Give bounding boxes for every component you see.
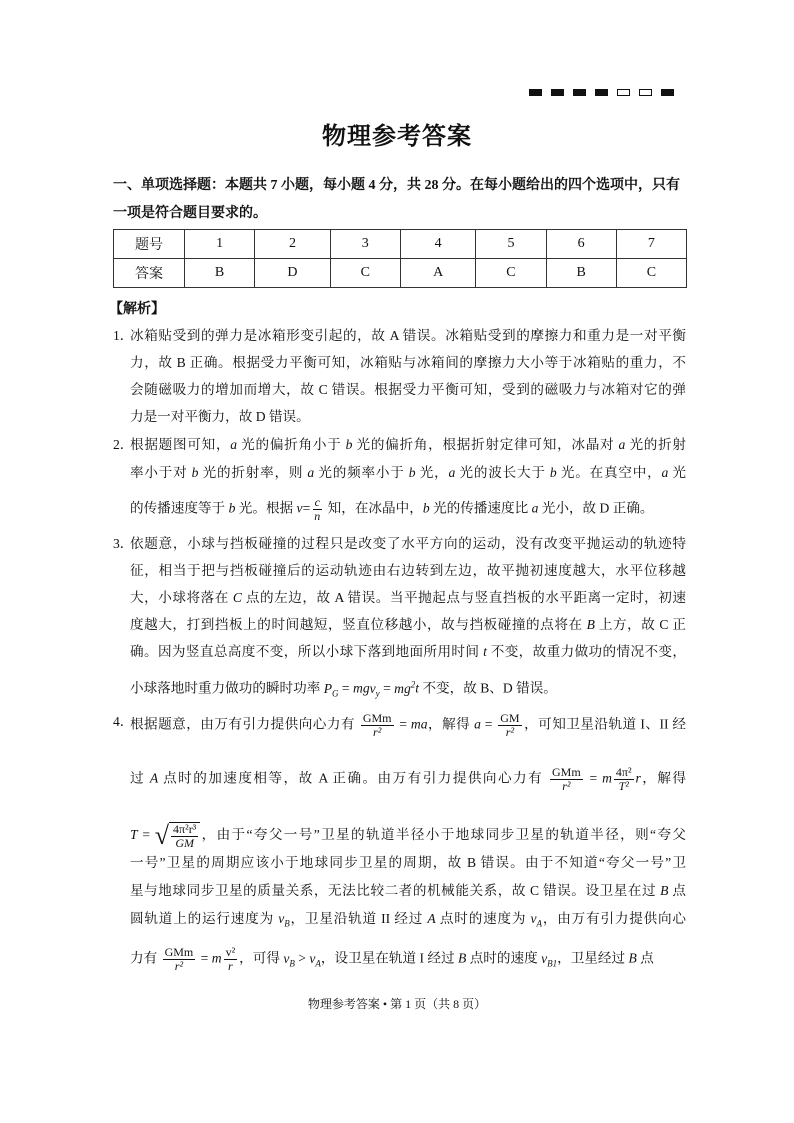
header-mark	[573, 89, 586, 96]
text: 点时的速度为	[435, 911, 531, 926]
denominator: n	[314, 509, 321, 523]
text: ，卫星经过	[557, 950, 629, 966]
header-mark	[661, 89, 674, 96]
numerator: GMm	[164, 945, 194, 959]
numerator: v²	[225, 945, 236, 959]
analysis-line	[130, 534, 686, 554]
answer-cell: C	[616, 259, 686, 288]
math-symbol: ma	[410, 716, 428, 732]
analysis-line	[130, 853, 686, 873]
math-symbol: b	[422, 500, 430, 516]
header-mark	[529, 89, 542, 96]
math-symbol: b	[408, 465, 416, 480]
header-marks	[529, 89, 674, 96]
denominator: r²	[174, 959, 184, 973]
denominator: GM	[175, 836, 194, 850]
math-symbol: B	[660, 883, 669, 898]
question-cell: 6	[546, 230, 616, 259]
numerator: GMm	[552, 765, 581, 779]
math-symbol: $v_B$	[283, 950, 295, 969]
math-symbol: b	[191, 465, 199, 480]
analysis-line	[130, 380, 686, 400]
math-symbol: v	[296, 500, 303, 516]
fraction	[498, 712, 521, 739]
text: 光	[668, 465, 687, 480]
math-symbol: b	[345, 437, 353, 452]
text: 上方，故 C 正	[594, 617, 686, 632]
text: 一号”卫星的周期应该小于地球同步卫星的周期，故 B 错误。由于不知道“夸父一号”卫	[130, 855, 686, 870]
text: 不变，故 B、D 错误。	[419, 680, 557, 696]
text: ，可得	[239, 950, 284, 966]
denominator: T²	[618, 779, 629, 793]
math-symbol: $mg^2$	[394, 679, 416, 696]
math-symbol: r	[635, 770, 641, 786]
math-symbol: b	[228, 500, 236, 516]
text: =	[480, 716, 497, 732]
analysis-line	[130, 496, 686, 523]
numerator: 4π²	[615, 765, 632, 779]
text: 力有	[130, 950, 161, 966]
text: ，解得	[427, 716, 475, 732]
analysis-line	[130, 588, 686, 608]
analysis-line	[130, 766, 686, 793]
denominator: r²	[562, 779, 571, 793]
question-cell: 2	[255, 230, 331, 259]
text: =	[338, 680, 353, 696]
analysis-line	[130, 946, 686, 973]
math-symbol: C	[232, 590, 242, 605]
math-symbol: t	[415, 680, 420, 696]
text: 星与地球同步卫星的质量关系，无法比较二者的机械能关系，故 C 错误。设卫星在过	[130, 883, 661, 898]
math-symbol: a	[531, 500, 539, 516]
text: 光的波长大于	[455, 465, 550, 480]
analysis-line	[130, 642, 686, 662]
text: ，设卫星在轨道 I 经过	[320, 950, 458, 966]
page-title: 物理参考答案	[322, 124, 472, 150]
answer-cell: B	[546, 259, 616, 288]
math-symbol: A	[149, 770, 159, 786]
analysis-line	[130, 463, 686, 483]
text: 光的传播速度比	[429, 500, 532, 516]
text: 根据题意，由万有引力提供向心力有	[130, 716, 359, 732]
text: 力是一对平衡力，故 D 错误。	[130, 409, 310, 424]
text: ，由于“夸父一号”卫星的轨道半径小于地球同步卫星的轨道半径，则“夸父	[200, 827, 686, 843]
analysis-line	[130, 407, 686, 427]
math-symbol: mg	[353, 680, 370, 696]
math-symbol: T	[130, 827, 138, 843]
math-symbol: $v_{B1}$	[541, 950, 558, 969]
text: 度越大，打到挡板上的时间越短，竖直位移越小，故与挡板碰撞的点将在	[130, 617, 587, 632]
analysis-line	[130, 561, 686, 581]
analysis-line	[130, 712, 686, 739]
answer-table	[113, 229, 687, 288]
text: 光的折射率，则	[198, 465, 308, 480]
denominator: r	[228, 959, 233, 973]
analysis-line	[130, 881, 686, 901]
text: 率小于对	[130, 465, 192, 480]
analysis-line	[130, 822, 686, 850]
header-mark	[551, 89, 564, 96]
text: 会随磁吸力的增加而增大，故 C 错误。根据受力平衡可知，受到的磁吸力与冰箱对它的弹	[130, 382, 686, 397]
text: =	[137, 827, 155, 843]
table-row-answers	[114, 259, 687, 288]
denominator: r²	[373, 725, 382, 739]
math-symbol: a	[661, 465, 669, 480]
text: 光小，故 D 正确。	[538, 500, 654, 516]
math-symbol: a	[474, 716, 481, 732]
math-symbol: B	[586, 617, 595, 632]
math-symbol: b	[549, 465, 557, 480]
table-header-answer: 答案	[114, 259, 185, 288]
math-symbol: A	[427, 911, 436, 926]
text: 光的偏折角，根据折射定律可知，冰晶对	[352, 437, 619, 452]
fraction	[361, 712, 394, 739]
text: 光。在真空中，	[556, 465, 662, 480]
item-number: 1．	[113, 328, 134, 343]
text: 点	[636, 950, 654, 966]
page-footer: 物理参考答案 • 第 1 页（共 8 页）	[307, 997, 487, 1011]
math-symbol: m	[211, 950, 222, 966]
text: 点时的加速度相等，故 A 正确。由万有引力提供向心力有	[158, 770, 548, 786]
text: ，可知卫星沿轨道 I、II 经	[523, 716, 686, 732]
fraction	[224, 946, 238, 973]
radical-sign: √	[154, 821, 170, 850]
text: 依题意，小球与挡板碰撞的过程只是改变了水平方向的运动，没有改变平抛运动的轨迹特	[130, 536, 686, 551]
math-symbol: $v_A$	[309, 950, 321, 969]
header-mark	[595, 89, 608, 96]
text: 知，在冰晶中，	[324, 500, 423, 516]
text: 冰箱贴受到的弹力是冰箱形变引起的，故 A 错误。冰箱贴受到的摩擦力和重力是一对平衡	[130, 328, 686, 343]
math-symbol: m	[602, 770, 612, 786]
analysis-line	[130, 435, 686, 455]
text: 不变，故重力做功的情况不变，	[486, 644, 686, 659]
math-symbol: a	[230, 437, 238, 452]
fraction	[312, 496, 322, 523]
question-cell: 5	[476, 230, 546, 259]
numerator: c	[314, 495, 320, 509]
math-symbol: B	[628, 950, 637, 966]
math-symbol: $P_G$	[323, 680, 339, 699]
text: 点	[668, 883, 686, 898]
text: =	[584, 770, 603, 786]
header-mark	[639, 89, 652, 96]
text: 小球落地时重力做功的瞬时功率	[130, 680, 324, 696]
analysis-line	[130, 353, 686, 373]
text: 确。因为竖直总高度不变，所以小球下落到地面所用时间	[130, 644, 484, 659]
denominator: r²	[505, 725, 515, 739]
text: 光，	[415, 465, 449, 480]
math-symbol: $v_B$	[278, 911, 290, 929]
math-symbol: B	[458, 950, 467, 966]
table-header-question: 题号	[114, 230, 185, 259]
question-cell: 4	[400, 230, 476, 259]
text: 点时的速度	[466, 950, 542, 966]
fraction	[171, 823, 198, 850]
text: 大，小球将落在	[130, 590, 233, 605]
text: =	[302, 500, 311, 516]
text: 光的频率小于	[314, 465, 409, 480]
answer-cell: A	[400, 259, 476, 288]
text: 光的折射	[625, 437, 687, 452]
answer-cell: C	[476, 259, 546, 288]
text: =	[197, 950, 212, 966]
text: ，解得	[640, 770, 687, 786]
analysis-line	[130, 909, 686, 934]
text: ，由万有引力提供向心	[542, 911, 687, 926]
math-symbol: $v_y$	[369, 680, 380, 699]
numerator: GM	[500, 711, 520, 725]
square-root	[155, 822, 201, 850]
numerator: 4π²r³	[173, 822, 197, 836]
numerator: GMm	[362, 711, 392, 725]
section-heading: 一、单项选择题：本题共 7 小题，每小题 4 分，共 28 分。在每小题给出的四个选项中，只有	[113, 178, 680, 193]
math-symbol: a	[618, 437, 626, 452]
text: ，卫星沿轨道 II 经过	[289, 911, 428, 926]
answer-cell: D	[255, 259, 331, 288]
header-mark	[617, 89, 630, 96]
item-number: 2．	[113, 437, 134, 452]
analysis-label: 【解析】	[109, 302, 165, 317]
item-number: 3．	[113, 536, 134, 551]
question-cell: 7	[616, 230, 686, 259]
text: 根据题图可知，	[130, 437, 231, 452]
analysis-line	[130, 674, 686, 703]
math-symbol: $v_A$	[530, 911, 543, 929]
analysis-line	[130, 326, 686, 346]
text: 过	[130, 770, 150, 786]
text: =	[395, 716, 411, 732]
text: >	[294, 950, 310, 966]
text: 光。根据	[235, 500, 297, 516]
text: 圆轨道上的运行速度为	[130, 911, 279, 926]
text: 光的偏折角小于	[237, 437, 346, 452]
answer-cell: B	[185, 259, 255, 288]
question-cell: 3	[330, 230, 400, 259]
table-row-questions	[114, 230, 687, 259]
text: 的传播速度等于	[130, 500, 229, 516]
fraction	[550, 766, 583, 793]
math-symbol: a	[448, 465, 456, 480]
answer-cell: C	[330, 259, 400, 288]
question-cell: 1	[185, 230, 255, 259]
math-symbol: t	[483, 644, 487, 659]
analysis-line	[130, 615, 686, 635]
text: 点的左边，故 A 错误。当平抛起点与竖直挡板的水平距离一定时，初速	[241, 590, 686, 605]
item-number: 4．	[113, 714, 134, 729]
fraction	[614, 766, 634, 793]
fraction	[163, 946, 196, 973]
math-symbol: a	[307, 465, 315, 480]
text: 力，故 B 正确。根据受力平衡可知，冰箱贴与冰箱间的摩擦力大小等于冰箱贴的重力，不	[130, 355, 686, 370]
text: =	[379, 680, 395, 696]
section-heading-cont: 一项是符合题目要求的。	[113, 206, 267, 221]
text: 征，相当于把与挡板碰撞后的运动轨迹由右边转到左边，故平抛初速度越大，水平位移越	[130, 563, 686, 578]
